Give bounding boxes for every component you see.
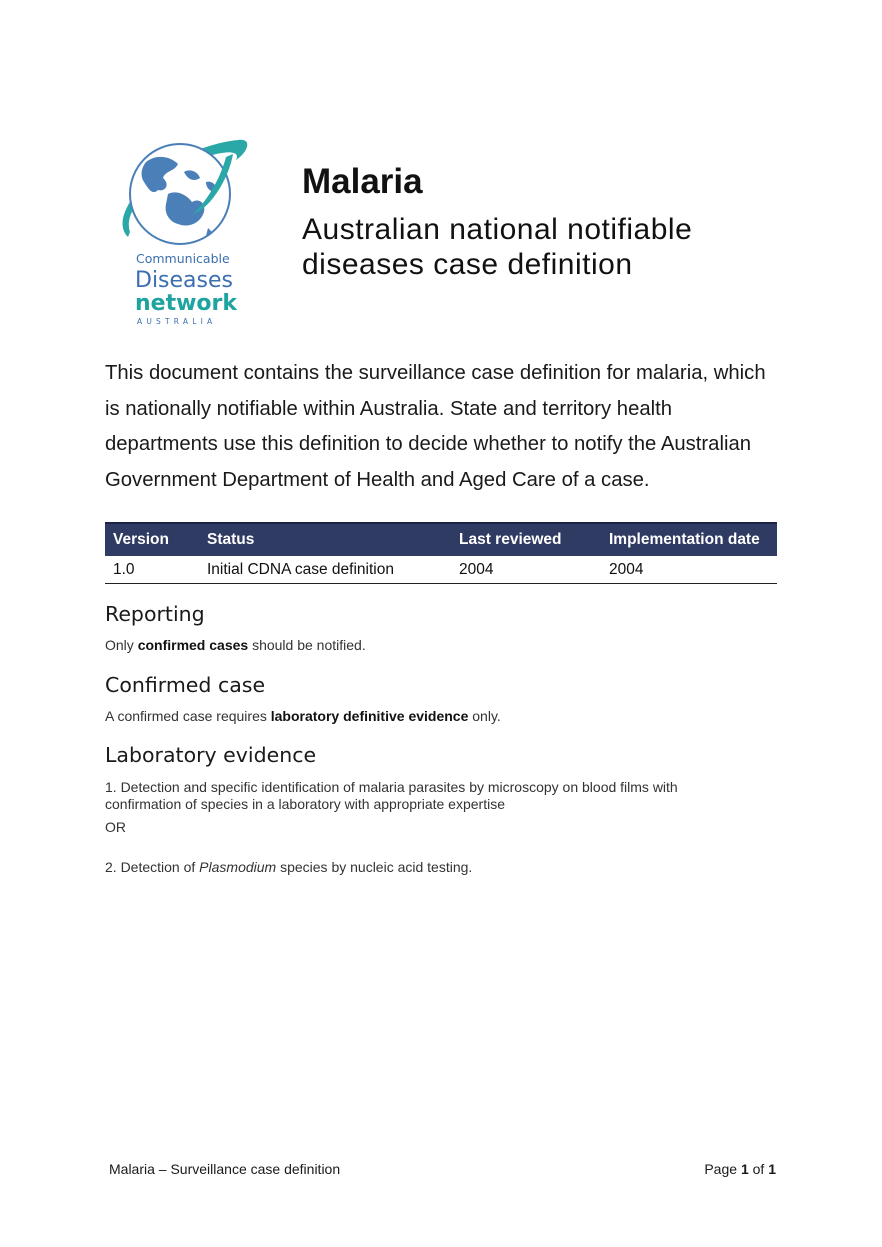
logo-text-diseases: Diseases bbox=[135, 268, 233, 293]
reporting-text-before: Only bbox=[105, 637, 138, 653]
confirmed-case-text-bold: laboratory definitive evidence bbox=[270, 708, 469, 724]
globe-logo-icon bbox=[108, 132, 258, 332]
subtitle-line-1: Australian national notifiable bbox=[302, 213, 693, 246]
lab-evidence-item-2-before: 2. Detection of bbox=[105, 859, 200, 875]
header-status: Status bbox=[199, 523, 451, 556]
confirmed-case-text-after: only. bbox=[468, 708, 501, 724]
subtitle-line-2: diseases case definition bbox=[302, 248, 633, 281]
header-version: Version bbox=[105, 523, 199, 556]
version-table-header-row bbox=[105, 523, 777, 556]
version-table bbox=[105, 522, 777, 584]
logo-text-network: network bbox=[135, 291, 238, 316]
page-subtitle bbox=[302, 212, 692, 282]
lab-evidence-or: OR bbox=[105, 819, 126, 835]
footer-page-number bbox=[704, 1161, 776, 1177]
lab-evidence-item-2-italic: Plasmodium bbox=[199, 859, 277, 875]
lab-evidence-item-2 bbox=[105, 859, 745, 876]
cell-implementation-date: 2004 bbox=[601, 556, 777, 584]
footer-document-title: Malaria – Surveillance case definition bbox=[109, 1161, 341, 1177]
title-block bbox=[302, 160, 692, 282]
reporting-text-after: should be notified. bbox=[248, 637, 366, 653]
cell-version: 1.0 bbox=[105, 556, 199, 584]
cell-last-reviewed: 2004 bbox=[451, 556, 601, 584]
footer-page-total: 1 bbox=[768, 1161, 776, 1177]
laboratory-evidence-heading: Laboratory evidence bbox=[105, 743, 317, 767]
intro-paragraph: This document contains the surveillance case definition for malaria, which is nationally notifiable within Australia. State and territory health departments use this definition to decide whether to notify the Australian Government Department of Health and Aged Care of a case. bbox=[105, 362, 766, 491]
header-implementation-date: Implementation date bbox=[601, 523, 777, 556]
page-title: Malaria bbox=[302, 162, 423, 201]
confirmed-case-text-before: A confirmed case requires bbox=[105, 708, 271, 724]
footer-page-of: of bbox=[748, 1161, 769, 1177]
cell-status: Initial CDNA case definition bbox=[199, 556, 451, 584]
confirmed-case-text bbox=[105, 708, 745, 725]
reporting-text-bold: confirmed cases bbox=[137, 637, 249, 653]
cdna-logo bbox=[108, 132, 258, 332]
reporting-text bbox=[105, 637, 745, 654]
header-last-reviewed: Last reviewed bbox=[451, 523, 601, 556]
reporting-heading: Reporting bbox=[105, 602, 205, 626]
footer-page-current: 1 bbox=[740, 1161, 749, 1177]
lab-evidence-item-2-after: species by nucleic acid testing. bbox=[276, 859, 473, 875]
lab-evidence-item-1: 1. Detection and specific identification of malaria parasites by microscopy on blood films with confirmation of species in a laboratory with appropriate expertise bbox=[105, 779, 678, 812]
logo-text-australia: AUSTRALIA bbox=[137, 317, 217, 326]
logo-text-communicable: Communicable bbox=[136, 251, 230, 266]
table-row bbox=[105, 556, 777, 584]
footer-page-prefix: Page bbox=[704, 1161, 741, 1177]
confirmed-case-heading: Confirmed case bbox=[105, 673, 266, 697]
